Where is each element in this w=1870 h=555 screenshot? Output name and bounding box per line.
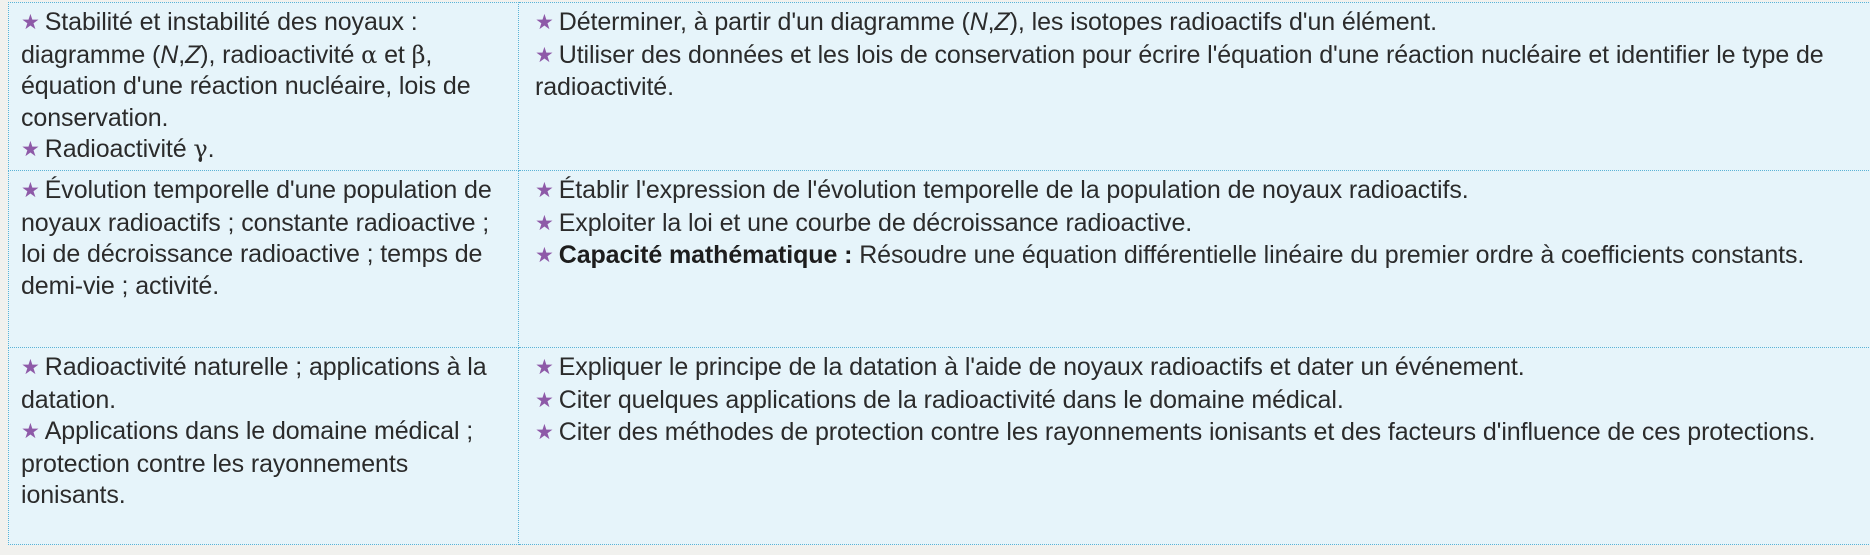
star-icon: ★ [21,138,40,161]
list-item: ★ Radioactivité naturelle ; applications à la datation. [21,353,487,414]
list-item: ★ Citer des méthodes de protection contre les rayonnements ionisants et des facteurs d'influence de ces protections. [535,418,1816,446]
star-icon: ★ [535,356,554,379]
capacities-cell [519,3,1870,171]
math-capacity-label: Capacité mathématique : [558,241,853,269]
list-item: ★ Expliquer le principe de la datation à l'aide de noyaux radioactifs et dater un événement. [535,353,1525,381]
star-icon: ★ [535,244,554,267]
table-row [9,3,1870,171]
list-item: ★ Citer quelques applications de la radioactivité dans le domaine médical. [535,385,1344,414]
notions-cell [9,3,519,171]
list-item: ★ Évolution temporelle d'une population de noyaux radioactifs ; constante radioactive ; loi de décroissance radioactive ; temps de demi-vie ; activité. [21,176,492,300]
star-icon: ★ [535,211,554,235]
list-item: ★ Exploiter la loi et une courbe de décroissance radioactive. [535,208,1193,237]
notions-cell [9,348,519,545]
capacities-cell [519,348,1870,545]
star-icon: ★ [535,179,554,202]
list-item: ★ Utiliser des données et les lois de conservation pour écrire l'équation d'une réaction nucléaire et identifier le type de radioactivité. [535,40,1824,101]
star-icon: ★ [21,179,40,202]
star-icon: ★ [21,11,40,34]
table-row [9,348,1870,545]
list-item: ★ Applications dans le domaine médical ; protection contre les rayonnements ionisants. [21,417,474,509]
star-icon: ★ [535,11,554,34]
star-icon: ★ [535,43,554,67]
star-icon: ★ [535,388,554,412]
list-item: ★ Déterminer, à partir d'un diagramme (N,Z), les isotopes radioactifs d'un élément. [535,8,1437,36]
list-item: ★ Radioactivité γ. [21,135,215,163]
star-icon: ★ [535,421,554,444]
table-row [9,171,1870,348]
capacities-cell [519,171,1870,348]
list-item: ★ Capacité mathématique : Résoudre une équation différentielle linéaire du premier ordre à coefficients constants. [535,241,1805,269]
program-table [8,2,1870,545]
star-icon: ★ [21,420,40,443]
star-icon: ★ [21,356,40,379]
list-item: ★ Établir l'expression de l'évolution temporelle de la population de noyaux radioactifs. [535,176,1469,204]
list-item: ★ Stabilité et instabilité des noyaux : diagramme (N,Z), radioactivité α et β, équation d'une réaction nucléaire, lois de conservation. [21,8,471,132]
notions-cell [9,171,519,348]
